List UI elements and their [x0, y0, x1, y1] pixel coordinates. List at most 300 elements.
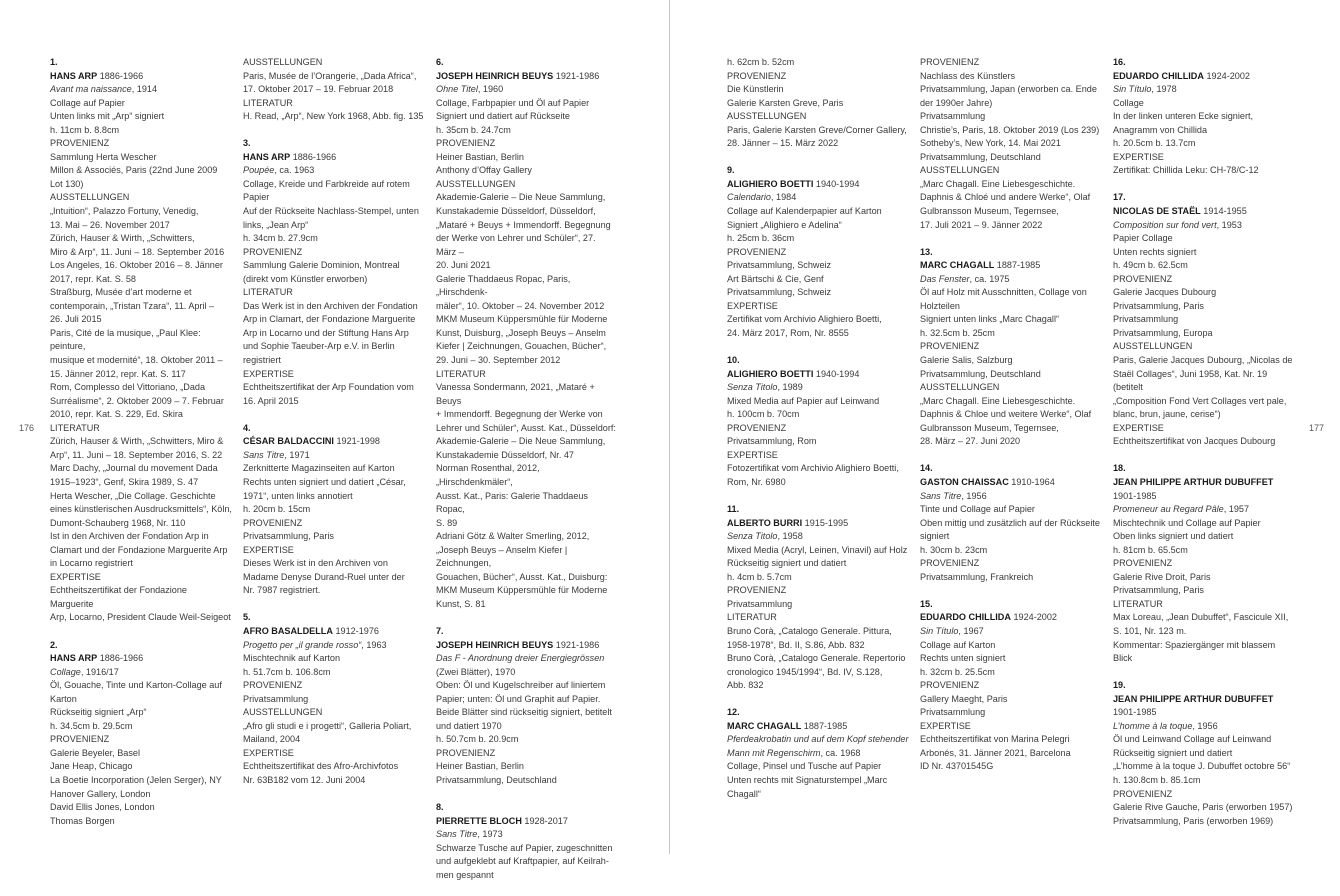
entry-detail-line: EXPERTISE [1113, 151, 1164, 162]
title-line [436, 83, 618, 97]
lot-number: 6. [436, 57, 444, 67]
catalogue-entry [243, 56, 425, 124]
entry-detail-line: Ist in den Archiven der Fondation Arp in [50, 531, 209, 542]
catalogue-entry [436, 801, 618, 882]
entry-detail-line: S. 89 [436, 517, 458, 528]
entry-detail-line: Galerie Salis, Salzburg [920, 355, 1013, 366]
title-line [436, 828, 618, 842]
work-year: , 1960 [477, 84, 504, 95]
title-line [243, 164, 425, 178]
entry-detail-line: 28. Jänner – 15. März 2022 [727, 138, 839, 149]
catalogue-entry [436, 56, 618, 611]
entry-detail-line: Akademie-Galerie – Die Neue Sammlung, [436, 436, 606, 447]
artist-name: ALIGHIERO BOETTI [727, 368, 814, 379]
entry-detail-line: Unten rechts mit Signaturstempel „Marc [727, 774, 888, 785]
artist-line [727, 517, 909, 531]
entry-detail-line: PROVENIENZ [920, 341, 980, 352]
work-year: , ca. 1963 [274, 165, 315, 176]
entry-detail-line: Papier Collage [1113, 233, 1173, 244]
entry-detail-line: (Zwei Blätter), 1970 [436, 666, 516, 677]
entry-detail-line: „Marc Chagall. Eine Liebesgeschichte. [920, 178, 1076, 189]
entry-detail-line: Echtheitszertifikat von Jacques Dubourg [1113, 436, 1276, 447]
entry-detail-line: PROVENIENZ [920, 57, 980, 67]
entry-detail-line: Nachlass des Künstlers [920, 70, 1016, 81]
entry-detail-line: Rom, Nr. 6980 [727, 476, 786, 487]
entry-detail-line: h. 130.8cm b. 85.1cm [1113, 774, 1201, 785]
entry-detail-line: h. 49cm b. 62.5cm [1113, 260, 1188, 271]
entry-detail-line: Kommentar: Spaziergänger mit blassem Blick [1113, 639, 1276, 664]
work-title: Das Fenster [920, 273, 970, 284]
title-line [1113, 720, 1295, 734]
entry-detail-line: Millon & Associés, Paris (22nd June 2009 [50, 165, 218, 176]
work-year: , 1914 [131, 84, 158, 95]
artist-line [1113, 205, 1295, 219]
entry-detail-line: Oben mittig und zusätzlich auf der Rückseite [920, 517, 1100, 528]
lot-number: 17. [1113, 192, 1126, 203]
lot-number: 14. [920, 463, 933, 474]
entry-detail-line: Kunst, S. 81 [436, 598, 486, 609]
entry-detail-line: Echtheitszertifikat von Marina Pelegri [920, 734, 1070, 745]
lot-number: 13. [920, 246, 933, 257]
entry-detail-line: Bruno Corà, „Catalogo Generale. Pittura, [727, 625, 892, 636]
entry-detail-line: „Joseph Beuys – Anselm Kiefer | Zeichnungen, [436, 544, 568, 569]
work-year: , 1978 [1151, 84, 1177, 95]
entry-detail-line: Herta Wescher, „Die Collage. Geschichte [50, 490, 216, 501]
entry-detail-line: 26. Juli 2015 [50, 314, 102, 325]
entry-detail-line: Rückseitig signiert und datiert [1113, 747, 1233, 758]
artist-line [50, 652, 232, 666]
entry-detail-line: Anthony d’Offay Gallery [436, 165, 532, 176]
entry-detail-line: Bruno Corà, „Catalogo Generale. Repertorio [727, 653, 906, 664]
entry-detail-line: Papier [243, 192, 270, 203]
entry-detail-line: Heiner Bastian, Berlin [436, 761, 524, 772]
work-title: Avant ma naissance [50, 84, 132, 95]
page-gutter [669, 0, 670, 854]
title-line [243, 449, 425, 463]
entry-detail-line: ID Nr. 43701545G [920, 761, 994, 772]
entry-detail-line: Gulbransson Museum, Tegernsee, [920, 422, 1059, 433]
catalogue-entry [727, 503, 909, 693]
entry-detail-line: Paris, Cité de la musique, „Paul Klee: peinture, [50, 327, 201, 352]
artist-line [50, 70, 232, 84]
lot-number: 7. [436, 625, 444, 636]
entry-detail-line: Collage auf Kalenderpapier auf Karton [727, 206, 882, 217]
entry-detail-line: Zertifikat: Chillida Leku: CH-78/C-12 [1113, 165, 1259, 176]
catalogue-entry [920, 56, 1102, 232]
work-title: Collage [50, 666, 81, 677]
entry-detail-line: Signiert unten links „Marc Chagall“ [920, 314, 1059, 325]
artist-name: ALIGHIERO BOETTI [727, 178, 814, 189]
artist-dates: 1901-1985 [1113, 490, 1157, 501]
work-year: , 1971 [284, 449, 310, 460]
lot-number: 11. [727, 504, 740, 515]
entry-detail-line: h. 81cm b. 65.5cm [1113, 544, 1188, 555]
column-5 [920, 56, 1102, 788]
entry-detail-line: Collage [1113, 97, 1144, 108]
column-6 [1113, 56, 1295, 842]
entry-detail-line: 1971“, unten links annotiert [243, 490, 353, 501]
entry-detail-line: Christie’s, Paris, 18. Oktober 2019 (Los 239) [920, 124, 1100, 135]
catalogue-entry [1113, 56, 1295, 178]
work-title: Das F - Anordnung dreier Energiegrössen [436, 653, 605, 664]
entry-detail-line: links, „Jean Arp“ [243, 219, 309, 230]
entry-detail-line: Unten links mit „Arp“ signiert [50, 111, 165, 122]
entry-detail-line: AUSSTELLUNGEN [920, 165, 1000, 176]
catalogue-entry [1113, 679, 1295, 828]
artist-dates: 1886-1966 [99, 70, 144, 81]
artist-name: HANS ARP [50, 70, 98, 81]
entry-detail-line: Privatsammlung, Schweiz [727, 260, 832, 271]
entry-detail-line: AUSSTELLUNGEN [243, 57, 323, 67]
title-line [1113, 83, 1295, 97]
entry-detail-line: Oben: Öl und Kugelschreiber auf liniertem [436, 680, 606, 691]
entry-detail-line: Mixed Media auf Papier auf Leinwand [727, 395, 880, 406]
entry-detail-line: 20. Juni 2021 [436, 260, 491, 271]
artist-line [727, 368, 909, 382]
entry-detail-line: 15. Jänner 2012, repr. Kat. S. 117 [50, 368, 186, 379]
artist-name: JOSEPH HEINRICH BEUYS [436, 639, 554, 650]
entry-detail-line: Galerie Rive Droit, Paris [1113, 571, 1211, 582]
entry-detail-line: Signiert und datiert auf Rückseite [436, 111, 570, 122]
entry-detail-line: EXPERTISE [243, 544, 294, 555]
title-line [1113, 219, 1295, 233]
entry-detail-line: Privatsammlung, Rom [727, 436, 817, 447]
entry-detail-line: blanc, brun, jaune, cerise“) [1113, 409, 1221, 420]
entry-detail-line: „Marc Chagall. Eine Liebesgeschichte. [920, 395, 1076, 406]
artist-dates: 1887-1985 [803, 720, 848, 731]
entry-detail-line: PROVENIENZ [50, 138, 110, 149]
artist-line [1113, 70, 1295, 84]
entry-detail-line: Schwarze Tusche auf Papier, zugeschnitten [436, 842, 613, 853]
entry-detail-line: Öl, Gouache, Tinte und Karton-Collage auf [50, 680, 222, 691]
entry-detail-line: EXPERTISE [920, 720, 971, 731]
artist-line [436, 70, 618, 84]
catalogue-entry [727, 706, 909, 801]
entry-detail-line: Privatsammlung, Deutschland [920, 368, 1041, 379]
entry-detail-line: PROVENIENZ [243, 680, 303, 691]
entry-detail-line: Privatsammlung, Paris (erworben 1969) [1113, 815, 1274, 826]
catalogue-entry [436, 625, 618, 788]
work-year: , 1956 [1192, 720, 1218, 731]
entry-detail-line: Öl auf Holz mit Ausschnitten, Collage von [920, 287, 1087, 298]
entry-detail-line: „Composition Fond Vert Collages vert pale, [1113, 395, 1287, 406]
catalogue-entry [243, 611, 425, 787]
lot-number: 10. [727, 355, 740, 366]
artist-dates: 1915-1995 [804, 517, 849, 528]
entry-detail-line: Collage, Farbpapier und Öl auf Papier [436, 97, 590, 108]
entry-detail-line: Dumont-Schauberg 1968, Nr. 110 [50, 517, 186, 528]
work-title: Sans Titre [920, 490, 962, 501]
entry-detail-line: Echtheitszertifikat des Afro-Archivfotos [243, 761, 399, 772]
work-title: L’homme à la toque [1113, 720, 1193, 731]
entry-detail-line: Echtheitszertifikat der Fondazione Marguerite [50, 585, 187, 609]
entry-detail-line: „Intuition“, Palazzo Fortuny, Venedig, [50, 206, 199, 217]
entry-detail-line: Galerie Rive Gauche, Paris (erworben 1957) [1113, 802, 1293, 813]
entry-detail-line: Signiert „Alighiero e Adelina“ [727, 219, 842, 230]
column-2 [243, 56, 425, 801]
entry-detail-line: 1958-1978“, Bd. II, S.86, Abb. 832 [727, 639, 865, 650]
work-title: Promeneur au Regard Pâle [1113, 504, 1224, 515]
catalogue-entry [1113, 191, 1295, 448]
entry-detail-line: H. Read, „Arp“, New York 1968, Abb. fig. 135 [243, 111, 424, 122]
work-title: Calendario [727, 192, 771, 203]
entry-detail-line: PROVENIENZ [920, 680, 980, 691]
entry-detail-line: Miro & Arp“, 11. Juni – 18. September 2016 [50, 246, 225, 257]
entry-detail-line: AUSSTELLUNGEN [727, 111, 807, 122]
artist-line [727, 720, 909, 734]
entry-detail-line: PROVENIENZ [1113, 558, 1173, 569]
title-line [50, 83, 232, 97]
entry-detail-line: 24. März 2017, Rom, Nr. 8555 [727, 327, 849, 338]
entry-detail-line: „L’homme à la toque J. Dubuffet octobre 56“ [1113, 761, 1291, 772]
title-line [920, 490, 1102, 504]
work-year: , 1916/17 [80, 666, 119, 677]
artist-line [1113, 476, 1295, 490]
artist-name: HANS ARP [243, 151, 291, 162]
entry-detail-line: AUSSTELLUNGEN [50, 192, 130, 203]
entry-detail-line: (direkt vom Künstler erworben) [243, 273, 368, 284]
entry-detail-line: 2010, repr. Kat. S. 229, Ed. Skira [50, 409, 183, 420]
title-line [436, 652, 618, 666]
entry-detail-line: Sammlung Herta Wescher [50, 151, 157, 162]
artist-dates: 1921-1986 [555, 70, 600, 81]
entry-detail-line: Privatsammlung, Paris [1113, 585, 1204, 596]
artist-line [243, 151, 425, 165]
entry-detail-line: Gouachen, Bücher“, Ausst. Kat., Duisburg: [436, 571, 608, 582]
entry-detail-line: Lot 130) [50, 178, 84, 189]
title-line [920, 273, 1102, 287]
artist-dates: 1921-1986 [555, 639, 600, 650]
entry-detail-line: Echtheitszertifikat der Arp Foundation vom [243, 382, 414, 393]
entry-detail-line: 1915–1923“, Genf, Skira 1989, S. 47 [50, 476, 199, 487]
entry-detail-line: und Sophie Taeuber-Arp e.V. in Berlin [243, 341, 395, 352]
entry-detail-line: 17. Oktober 2017 – 19. Februar 2018 [243, 84, 394, 95]
entry-detail-line: h. 20cm b. 15cm [243, 504, 311, 515]
artist-dates: 1940-1994 [815, 368, 860, 379]
entry-detail-line: PROVENIENZ [50, 734, 110, 745]
artist-dates: 1901-1985 [1113, 707, 1157, 718]
entry-detail-line: Das Werk ist in den Archiven der Fondation [243, 300, 418, 311]
artist-name: CÉSAR BALDACCINI [243, 436, 334, 447]
entry-detail-line: PROVENIENZ [727, 585, 787, 596]
artist-name: JOSEPH HEINRICH BEUYS [436, 70, 554, 81]
entry-detail-line: h. 32cm b. 25.5cm [920, 666, 995, 677]
entry-detail-line: Privatsammlung [920, 111, 986, 122]
artist-line [727, 178, 909, 192]
entry-detail-line: Nr. 7987 registriert. [243, 585, 321, 596]
entry-detail-line: Galerie Thaddaeus Ropac, Paris, „Hirschdenk- [436, 273, 571, 298]
work-title: Sans Titre [436, 829, 478, 840]
artist-line [243, 625, 425, 639]
entry-detail-line: EXPERTISE [243, 368, 294, 379]
entry-detail-line: registriert [243, 355, 281, 366]
entry-detail-line: PROVENIENZ [436, 138, 496, 149]
work-title: Poupée [243, 165, 275, 176]
entry-detail-line: h. 62cm b. 52cm [727, 57, 795, 67]
artist-name: ALBERTO BURRI [727, 517, 803, 528]
artist-dates: 1912-1976 [335, 625, 379, 636]
title-line [1113, 503, 1295, 517]
catalogue-entry [727, 56, 909, 151]
entry-detail-line: EXPERTISE [50, 571, 101, 582]
lot-number: 9. [727, 165, 735, 176]
artist-dates: 1886-1966 [292, 151, 337, 162]
artist-name: EDUARDO CHILLIDA [920, 612, 1011, 623]
entry-detail-line: 28. März – 27. Juni 2020 [920, 436, 1021, 447]
catalogue-entry [50, 639, 232, 829]
entry-detail-line: 17. Juli 2021 – 9. Jänner 2022 [920, 219, 1043, 230]
entry-detail-line: Chagall“ [727, 788, 761, 799]
artist-name: JEAN PHILIPPE ARTHUR DUBUFFET [1113, 693, 1274, 704]
work-year: , 1956 [961, 490, 987, 501]
title-line [920, 625, 1102, 639]
title-line [727, 381, 909, 395]
entry-detail-line: EXPERTISE [243, 747, 294, 758]
entry-detail-line: Rückseitig signiert und datiert [727, 558, 847, 569]
artist-dates: 1924-2002 [1013, 612, 1057, 623]
entry-detail-line: EXPERTISE [727, 449, 778, 460]
column-3 [436, 56, 618, 896]
artist-line [243, 435, 425, 449]
artist-name: JEAN PHILIPPE ARTHUR DUBUFFET [1113, 476, 1274, 487]
entry-detail-line: der 1990er Jahre) [920, 97, 993, 108]
work-title: Sin Título [920, 625, 959, 636]
entry-detail-line: AUSSTELLUNGEN [920, 382, 1000, 393]
entry-detail-line: Straßburg, Musée d’art moderne et [50, 287, 192, 298]
work-title: Senza Titolo [727, 531, 778, 542]
work-title: Progetto per „il grande rosso“ [243, 639, 362, 650]
entry-detail-line: Max Loreau, „Jean Dubuffet“, Fascicule XII, [1113, 612, 1289, 623]
entry-detail-line: PROVENIENZ [727, 70, 787, 81]
entry-detail-line: 16. April 2015 [243, 395, 299, 406]
entry-detail-line: „Mataré + Beuys + Immendorff. Begegnung [436, 219, 611, 230]
artist-line [920, 476, 1102, 490]
entry-detail-line: Auf der Rückseite Nachlass-Stempel, unten [243, 206, 419, 217]
artist-dates: 1940-1994 [815, 178, 860, 189]
work-year: , 1953 [1216, 219, 1242, 230]
entry-detail-line: Arbonés, 31. Jänner 2021, Barcelona [920, 747, 1071, 758]
entry-detail-line: Jane Heap, Chicago [50, 761, 133, 772]
artist-name: EDUARDO CHILLIDA [1113, 70, 1204, 81]
entry-detail-line: PROVENIENZ [436, 747, 496, 758]
entry-detail-line: Privatsammlung [243, 693, 309, 704]
entry-detail-line: PROVENIENZ [920, 558, 980, 569]
entry-detail-line: h. 34cm b. 27.9cm [243, 233, 318, 244]
entry-detail-line: Privatsammlung [1113, 314, 1179, 325]
entry-detail-line: Collage auf Papier [50, 97, 125, 108]
entry-detail-line: h. 35cm b. 24.7cm [436, 124, 511, 135]
entry-detail-line: Privatsammlung, Paris [1113, 300, 1204, 311]
entry-detail-line: h. 32.5cm b. 25cm [920, 327, 995, 338]
entry-detail-line: LITERATUR [243, 287, 293, 298]
entry-detail-line: Zürich, Hauser & Wirth, „Schwitters, [50, 233, 195, 244]
entry-detail-line: Karton [50, 693, 77, 704]
entry-detail-line: Staël Collages“, Juni 1958, Kat. Nr. 19 (betitelt [1113, 368, 1268, 393]
lot-number: 1. [50, 57, 58, 67]
entry-detail-line: LITERATUR [243, 97, 293, 108]
entry-detail-line: Paris, Musée de l’Orangerie, „Dada Africa“, [243, 70, 417, 81]
entry-detail-line: Rechts unten signiert [920, 653, 1006, 664]
entry-detail-line: Sammlung Galerie Dominion, Montreal [243, 260, 400, 271]
entry-detail-line: PROVENIENZ [727, 246, 787, 257]
entry-detail-line: Marc Dachy, „Journal du movement Dada [50, 463, 218, 474]
artist-name: MARC CHAGALL [727, 720, 802, 731]
entry-detail-line: Daphnis & Chloe und weitere Werke“, Olaf [920, 409, 1092, 420]
entry-detail-line: Art Bärtschi & Cie, Genf [727, 273, 824, 284]
entry-detail-line: Kunstakademie Düsseldorf, Nr. 47 [436, 449, 574, 460]
artist-name: AFRO BASALDELLA [243, 625, 333, 636]
lot-number: 16. [1113, 57, 1126, 67]
entry-detail-line: in Locarno registriert [50, 558, 133, 569]
entry-detail-line: Öl und Leinwand Collage auf Leinwand [1113, 734, 1272, 745]
entry-detail-line: h. 34.5cm b. 29.5cm [50, 720, 133, 731]
entry-detail-line: Gallery Maeght, Paris [920, 693, 1008, 704]
entry-detail-line: Mischtechnik auf Karton [243, 653, 341, 664]
entry-detail-line: Privatsammlung, Deutschland [920, 151, 1041, 162]
entry-detail-line: Zerknitterte Magazinseiten auf Karton [243, 463, 395, 474]
entry-detail-line: mäler“, 10. Oktober – 24. November 2012 [436, 300, 605, 311]
entry-detail-line: David Ellis Jones, London [50, 802, 155, 813]
entry-detail-line: 13. Mai – 26. November 2017 [50, 219, 170, 230]
entry-detail-line: Galerie Beyeler, Basel [50, 747, 140, 758]
artist-name: MARC CHAGALL [920, 260, 995, 271]
entry-detail-line: eines künstlerischen Ausdrucksmittels“, Köln, [50, 504, 232, 515]
entry-detail-line: h. 50.7cm b. 20.9cm [436, 734, 519, 745]
work-year: , ca. 1968 [820, 747, 861, 758]
entry-detail-line: und aufgeklebt auf Kraftpapier, auf Keilrah- [436, 856, 609, 867]
entry-detail-line: h. 25cm b. 36cm [727, 233, 795, 244]
entry-detail-line: h. 11cm b. 8.8cm [50, 124, 120, 135]
catalogue-entry [50, 56, 232, 625]
entry-detail-line: Privatsammlung, Deutschland [436, 774, 557, 785]
artist-line [436, 639, 618, 653]
artist-name: NICOLAS DE STAËL [1113, 206, 1201, 217]
catalogue-entry [920, 598, 1102, 774]
entry-detail-line: Privatsammlung [920, 707, 986, 718]
title-line [243, 639, 425, 653]
entry-detail-line: „Afro gli studi e i progetti“, Galleria Poliart, [243, 720, 412, 731]
artist-dates: 1921-1998 [336, 436, 380, 447]
entry-detail-line: Arp“, 11. Juni – 18. September 2016, S. 22 [50, 449, 223, 460]
work-year: , 1989 [777, 382, 803, 393]
entry-detail-line: Holzteilen [920, 300, 960, 311]
catalogue-entry [243, 422, 425, 598]
work-year: , 1957 [1223, 504, 1250, 515]
entry-detail-line: AUSSTELLUNGEN [243, 707, 323, 718]
title-line [50, 666, 232, 680]
entry-detail-line: Collage, Kreide und Farbkreide auf rotem [243, 178, 410, 189]
entry-detail-line: Adriani Götz & Walter Smerling, 2012, [436, 531, 590, 542]
entry-detail-line: Ausst. Kat., Paris: Galerie Thaddaeus Ropac, [436, 490, 588, 515]
entry-detail-line: Mischtechnik und Collage auf Papier [1113, 517, 1261, 528]
artist-name: PIERRETTE BLOCH [436, 815, 522, 826]
artist-dates: 1928-2017 [524, 815, 568, 826]
entry-detail-line: AUSSTELLUNGEN [436, 178, 516, 189]
entry-detail-line: PROVENIENZ [243, 517, 303, 528]
entry-detail-line: Paris, Galerie Jacques Dubourg, „Nicolas de [1113, 355, 1293, 366]
entry-detail-line: Kunstakademie Düsseldorf, Düsseldorf, [436, 206, 596, 217]
page-number-left: 176 [19, 423, 35, 433]
entry-detail-line: Privatsammlung, Frankreich [920, 571, 1034, 582]
artist-dates: 1910-1964 [1011, 476, 1055, 487]
title-line [727, 733, 909, 760]
entry-detail-line: PROVENIENZ [1113, 273, 1173, 284]
catalogue-entry [1113, 462, 1295, 665]
entry-detail-line: Rechts unten signiert und datiert „César, [243, 476, 406, 487]
entry-detail-line: h. 30cm b. 23cm [920, 544, 988, 555]
artist-line [436, 815, 618, 829]
lot-number: 8. [436, 802, 444, 813]
